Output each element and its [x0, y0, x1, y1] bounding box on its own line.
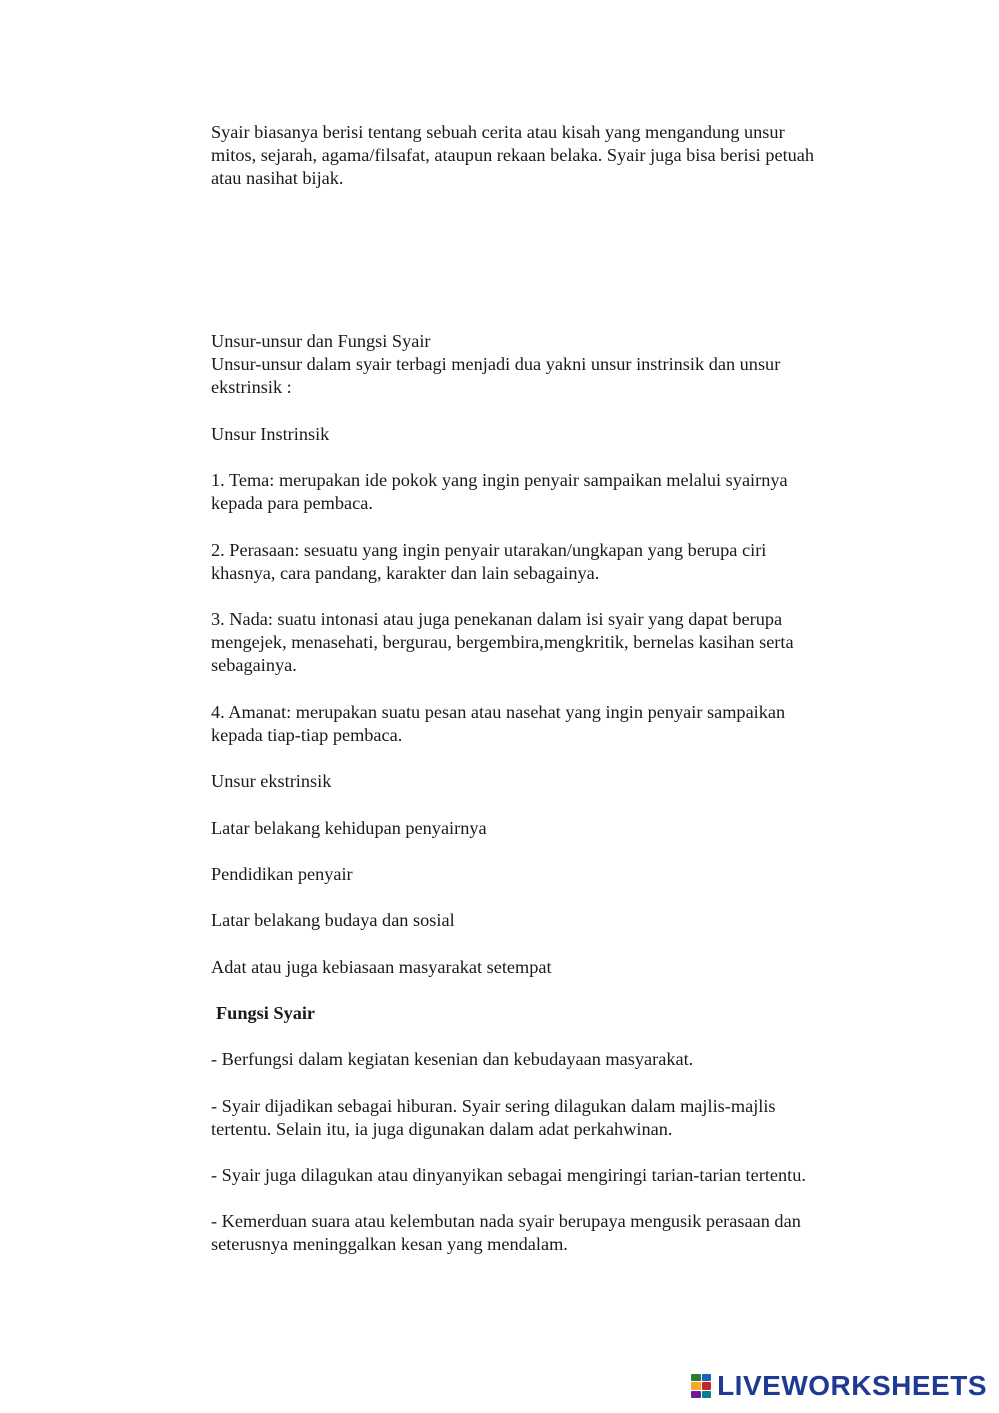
extrinsic-item — [211, 863, 891, 886]
logo-square — [702, 1374, 712, 1381]
section-header — [211, 330, 891, 400]
intrinsic-item-line: 4. Amanat: merupakan suatu pesan atau nasehat yang ingin penyair sampaikan — [211, 702, 786, 722]
logo-square — [702, 1391, 712, 1398]
logo-square — [702, 1382, 712, 1389]
intrinsic-item-line: 1. Tema: merupakan ide pokok yang ingin penyair sampaikan melalui syairnya — [211, 470, 788, 490]
extrinsic-item — [211, 909, 891, 932]
section-intro-line: ekstrinsik : — [211, 377, 292, 398]
extrinsic-heading: Unsur ekstrinsik — [211, 771, 332, 791]
function-item-line: - Syair juga dilagukan atau dinyanyikan sebagai mengiringi tarian-tarian tertentu. — [211, 1165, 806, 1185]
function-item — [211, 1210, 891, 1256]
intrinsic-item-line: 3. Nada: suatu intonasi atau juga penekanan dalam isi syair yang dapat berupa — [211, 609, 783, 629]
intrinsic-item-tema — [211, 469, 891, 515]
intrinsic-item-line: khasnya, cara pandang, karakter dan lain sebagainya. — [211, 563, 600, 584]
extrinsic-heading-block — [211, 770, 891, 793]
function-heading-block — [216, 1002, 896, 1025]
function-item-line: tertentu. Selain itu, ia juga digunakan dalam adat perkahwinan. — [211, 1119, 673, 1140]
intrinsic-item-line: kepada para pembaca. — [211, 493, 373, 514]
function-item-line: - Berfungsi dalam kegiatan kesenian dan kebudayaan masyarakat. — [211, 1049, 694, 1069]
liveworksheets-logo-text: LIVEWORKSHEETS — [717, 1370, 987, 1401]
section-title: Unsur-unsur dan Fungsi Syair — [211, 331, 431, 351]
intro-paragraph — [211, 121, 891, 191]
function-item-line: - Syair dijadikan sebagai hiburan. Syair sering dilagukan dalam majlis-majlis — [211, 1096, 776, 1116]
function-item-line: seterusnya meninggalkan kesan yang mendalam. — [211, 1234, 568, 1255]
extrinsic-item-text: Latar belakang kehidupan penyairnya — [211, 818, 487, 838]
extrinsic-item-text: Adat atau juga kebiasaan masyarakat setempat — [211, 957, 552, 977]
function-item — [211, 1164, 891, 1187]
function-item — [211, 1095, 891, 1141]
liveworksheets-logo-icon — [691, 1374, 711, 1398]
function-item-line: - Kemerduan suara atau kelembutan nada syair berupaya mengusik perasaan dan — [211, 1211, 801, 1231]
intrinsic-item-line: 2. Perasaan: sesuatu yang ingin penyair utarakan/ungkapan yang berupa ciri — [211, 540, 767, 560]
extrinsic-item — [211, 817, 891, 840]
intrinsic-heading: Unsur Instrinsik — [211, 424, 330, 444]
intrinsic-heading-block — [211, 423, 891, 446]
intro-line: atau nasihat bijak. — [211, 168, 344, 189]
function-heading: Fungsi Syair — [216, 1003, 316, 1023]
logo-square — [691, 1382, 701, 1389]
intrinsic-item-amanat — [211, 701, 891, 747]
function-item — [211, 1048, 891, 1071]
liveworksheets-logo — [691, 1371, 987, 1401]
intrinsic-item-nada — [211, 608, 891, 678]
extrinsic-item-text: Pendidikan penyair — [211, 864, 353, 884]
section-intro-line: Unsur-unsur dalam syair terbagi menjadi dua yakni unsur instrinsik dan unsur — [211, 354, 781, 375]
extrinsic-item — [211, 956, 891, 979]
intro-line: Syair biasanya berisi tentang sebuah cerita atau kisah yang mengandung unsur — [211, 122, 785, 142]
intrinsic-item-line: sebagainya. — [211, 655, 297, 676]
intro-line: mitos, sejarah, agama/filsafat, ataupun rekaan belaka. Syair juga bisa berisi petuah — [211, 145, 815, 166]
intrinsic-item-line: kepada tiap-tiap pembaca. — [211, 725, 403, 746]
intrinsic-item-line: mengejek, menasehati, bergurau, bergembira,mengkritik, bernelas kasihan serta — [211, 632, 794, 653]
logo-square — [691, 1391, 701, 1398]
logo-square — [691, 1374, 701, 1381]
intrinsic-item-perasaan — [211, 539, 891, 585]
extrinsic-item-text: Latar belakang budaya dan sosial — [211, 910, 455, 930]
